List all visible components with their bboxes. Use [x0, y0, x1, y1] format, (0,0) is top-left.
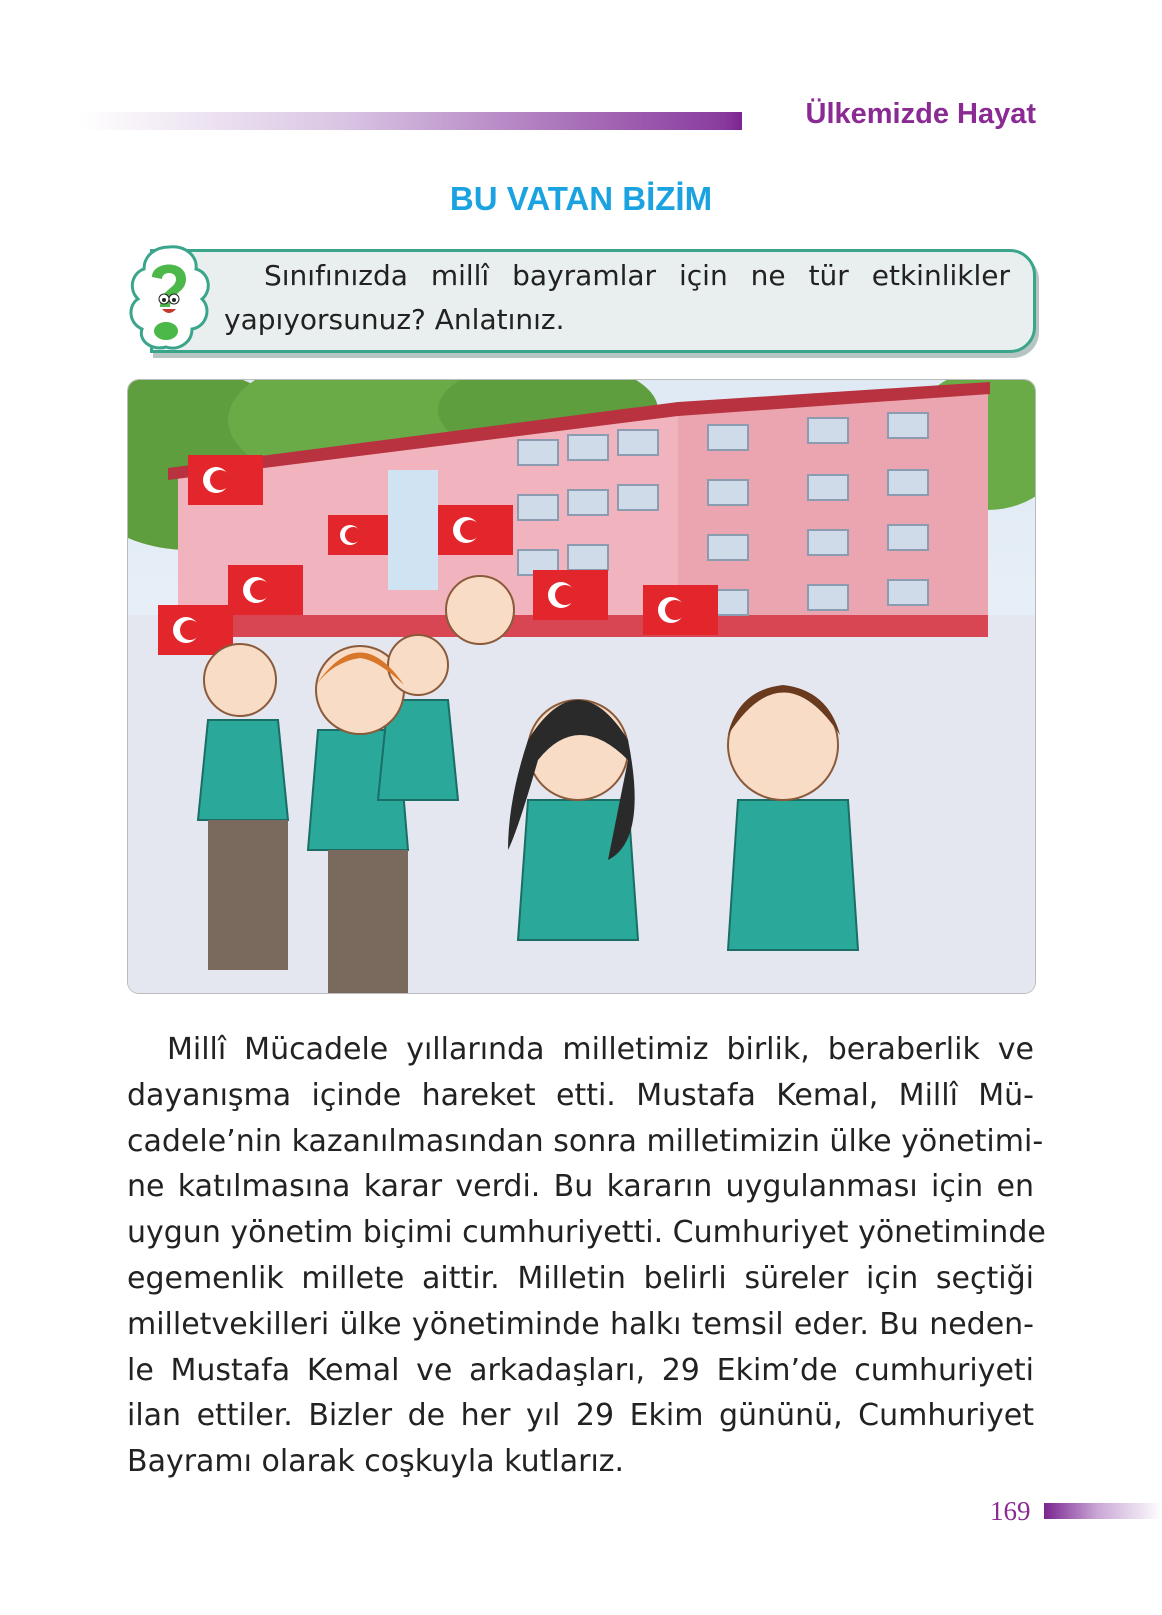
- body-paragraph: [127, 1027, 1046, 1485]
- body-line: egemenlik millete aittir. Milletin belirli süreler için seçtiği: [127, 1260, 1034, 1296]
- body-line: cadele’nin kazanılmasından sonra milletimizin ülke yönetimi-: [127, 1123, 1044, 1159]
- body-line: Millî Mücadele yıllarında milletimiz birlik, beraberlik ve: [167, 1032, 1034, 1067]
- header-gradient-bar: [80, 112, 742, 130]
- question-line: yapıyorsunuz? Anlatınız.: [224, 303, 565, 336]
- body-line: milletvekilleri ülke yönetiminde halkı temsil eder. Bu neden-: [127, 1306, 1034, 1342]
- body-line: le Mustafa Kemal ve arkadaşları, 29 Ekim’de cumhuriyeti: [127, 1352, 1034, 1388]
- body-line: ilan ettiler. Bizler de her yıl 29 Ekim gününü, Cumhuriyet: [127, 1398, 1034, 1434]
- question-line: Sınıfınızda millî bayramlar için ne tür etkinlikler: [264, 259, 1010, 292]
- school-children-with-flags-illustration: [127, 379, 1036, 994]
- body-line: Bayramı olarak coşkuyla kutlarız.: [127, 1444, 625, 1480]
- body-line: ne katılmasına karar verdi. Bu kararın uygulanması için en: [127, 1169, 1034, 1205]
- question-mark-character-icon: [126, 243, 212, 353]
- body-line: dayanışma içinde hareket etti. Mustafa Kemal, Millî Mü-: [127, 1077, 1034, 1113]
- question-text: [224, 254, 1010, 342]
- body-line: uygun yönetim biçimi cumhuriyetti. Cumhuriyet yönetiminde: [127, 1215, 1046, 1251]
- page-title: BU VATAN BİZİM: [449, 180, 713, 217]
- section-title: Ülkemizde Hayat: [805, 98, 1036, 130]
- footer-gradient-bar: [1044, 1503, 1162, 1519]
- page-number: 169: [990, 1496, 1031, 1526]
